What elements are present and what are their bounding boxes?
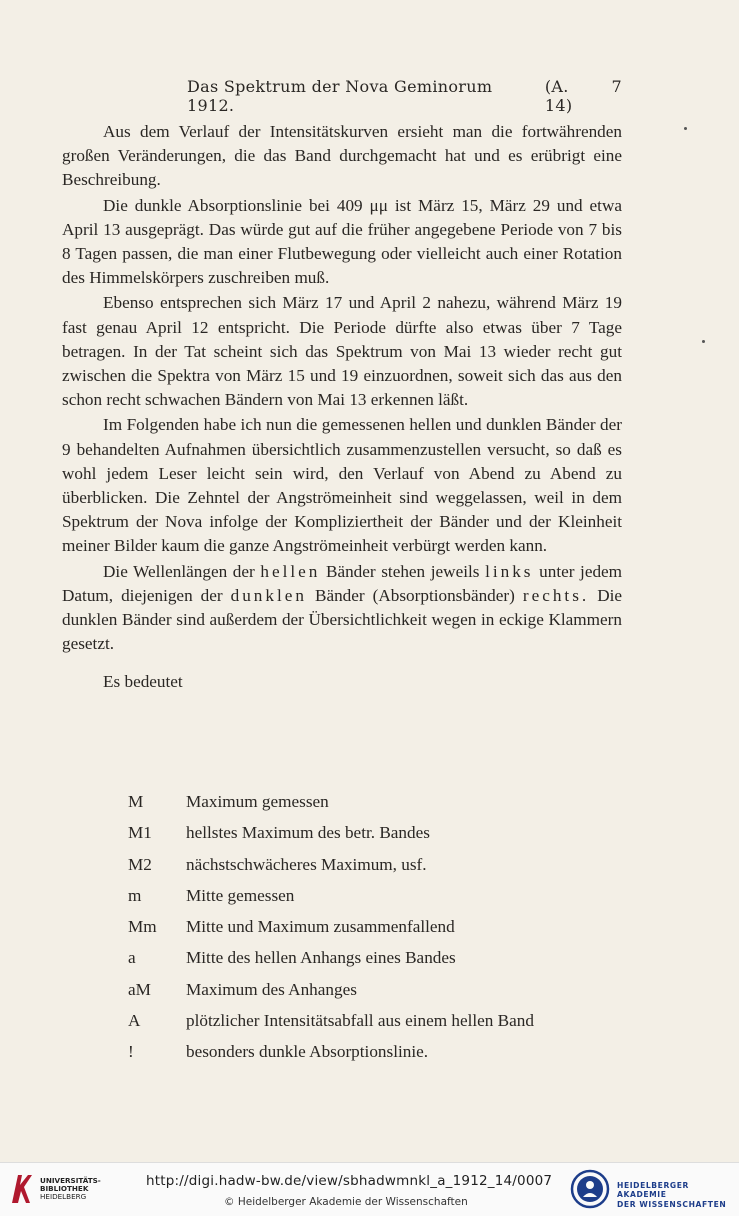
body-text (62, 120, 622, 695)
legend-description: besonders dunkle Absorptionslinie. (186, 1042, 429, 1062)
spaced-hellen: hellen (260, 561, 321, 581)
legend-list (128, 792, 628, 1074)
legend-row (128, 948, 628, 979)
legend-row (128, 823, 628, 854)
academy-seal-icon (570, 1169, 610, 1209)
legend-symbol: a (128, 948, 136, 968)
running-title: Das Spektrum der Nova Geminorum 1912. (187, 77, 493, 115)
legend-description: Mitte gemessen (186, 885, 295, 905)
permalink-url[interactable]: http://digi.hadw-bw.de/view/sbhadwmnkl_a_1912_14/0007 (146, 1173, 553, 1189)
paragraph-5: Die Wellenlängen der hellen Bänder stehen jeweils links unter jedem Datum, diejenigen der dunklen Bänder (Absorptionsbänder) rechts. Die dunklen Bänder sind außerdem der Übersichtlichkeit wegen in eckige Klammern gesetzt. (62, 561, 623, 654)
legend-row (128, 1042, 628, 1073)
paragraph-1: Aus dem Verlauf der Intensitätskurven ersieht man die fortwährenden großen Veränderungen, die das Band durchgemacht hat und es erübrigt eine Beschreibung. (62, 122, 622, 190)
legend-description: Maximum des Anhanges (186, 979, 357, 999)
legend-description: Maximum gemessen (186, 792, 329, 811)
legend-description: nächstschwächeres Maximum, usf. (186, 854, 427, 874)
legend-row (128, 980, 628, 1011)
spaced-dunklen: dunklen (230, 585, 307, 605)
legend-symbol: aM (128, 979, 151, 999)
paragraph-2: Die dunkle Absorptionslinie bei 409 μμ ist März 15, März 29 und etwa April 13 ausgeprägt. Das würde gut auf die früher angegebene Periode von 7 bis 8 Tagen passen, die man einer Flutbewegung oder vielleicht auch einer Rotation des Himmelskörpers zuschreiben muß. (62, 195, 622, 288)
legend-row (128, 792, 628, 823)
running-ref: (A. 14) (544, 77, 573, 115)
legend-symbol: ! (128, 1042, 134, 1062)
scan-speck (684, 127, 687, 130)
legend-symbol: m (128, 885, 142, 905)
running-head (187, 77, 622, 115)
legend-symbol: A (128, 1011, 141, 1031)
spaced-rechts: rechts. (522, 585, 590, 605)
legend-description: hellstes Maximum des betr. Bandes (186, 823, 430, 843)
legend-row (128, 886, 628, 917)
legend-description: Mitte und Maximum zusammenfallend (186, 917, 455, 937)
page-number: 7 (611, 77, 622, 96)
library-name: UNIVERSITÄTS- BIBLIOTHEK HEIDELBERG (40, 1176, 101, 1202)
legend-symbol: M (128, 792, 144, 811)
legend-description: plötzlicher Intensitätsabfall aus einem hellen Band (186, 1011, 534, 1031)
paragraph-4: Im Folgenden habe ich nun die gemessenen hellen und dunklen Bänder der 9 behandelten Aufnahmen übersichtlich zusammenzustellen versucht, so daß es wohl jedem Leser leicht sein wird, den Verlauf von Abend zu Abend zu überblicken. Die Zehntel der Angströmeinheit sind weggelassen, weil in dem Spektrum der Nova infolge der Kompliziertheit der Bänder und der Kleinheit meiner Bilder kaum die ganze Angströmeinheit verbürgt werden kann. (62, 415, 622, 556)
viewer-footer (0, 1162, 739, 1216)
copyright-notice: © Heidelberger Akademie der Wissenschaften (224, 1196, 468, 1208)
legend-row (128, 917, 628, 948)
university-library-logo-icon (8, 1171, 38, 1207)
spaced-links: links (485, 561, 534, 581)
legend-description: Mitte des hellen Anhangs eines Bandes (186, 948, 456, 968)
scan-speck (702, 340, 705, 343)
academy-name: HEIDELBERGER AKADEMIE DER WISSENSCHAFTEN (617, 1181, 727, 1209)
paragraph-es-bedeutet: Es bedeutet (103, 672, 183, 692)
legend-symbol: M1 (128, 823, 152, 843)
legend-symbol: M2 (128, 854, 152, 874)
legend-row (128, 1011, 628, 1042)
legend-symbol: Mm (128, 917, 157, 937)
paragraph-3: Ebenso entsprechen sich März 17 und April 2 nahezu, während März 19 fast genau April 12 entspricht. Die Periode dürfte also etwas über 7 Tage betragen. In der Tat scheint sich das Spektrum von Mai 13 wieder recht gut zwischen die Spektra von März 15 und 19 einzuordnen, soweit sich das aus den schon recht schwachen Bändern von Mai 13 erkennen läßt. (62, 293, 622, 410)
legend-row (128, 855, 628, 886)
